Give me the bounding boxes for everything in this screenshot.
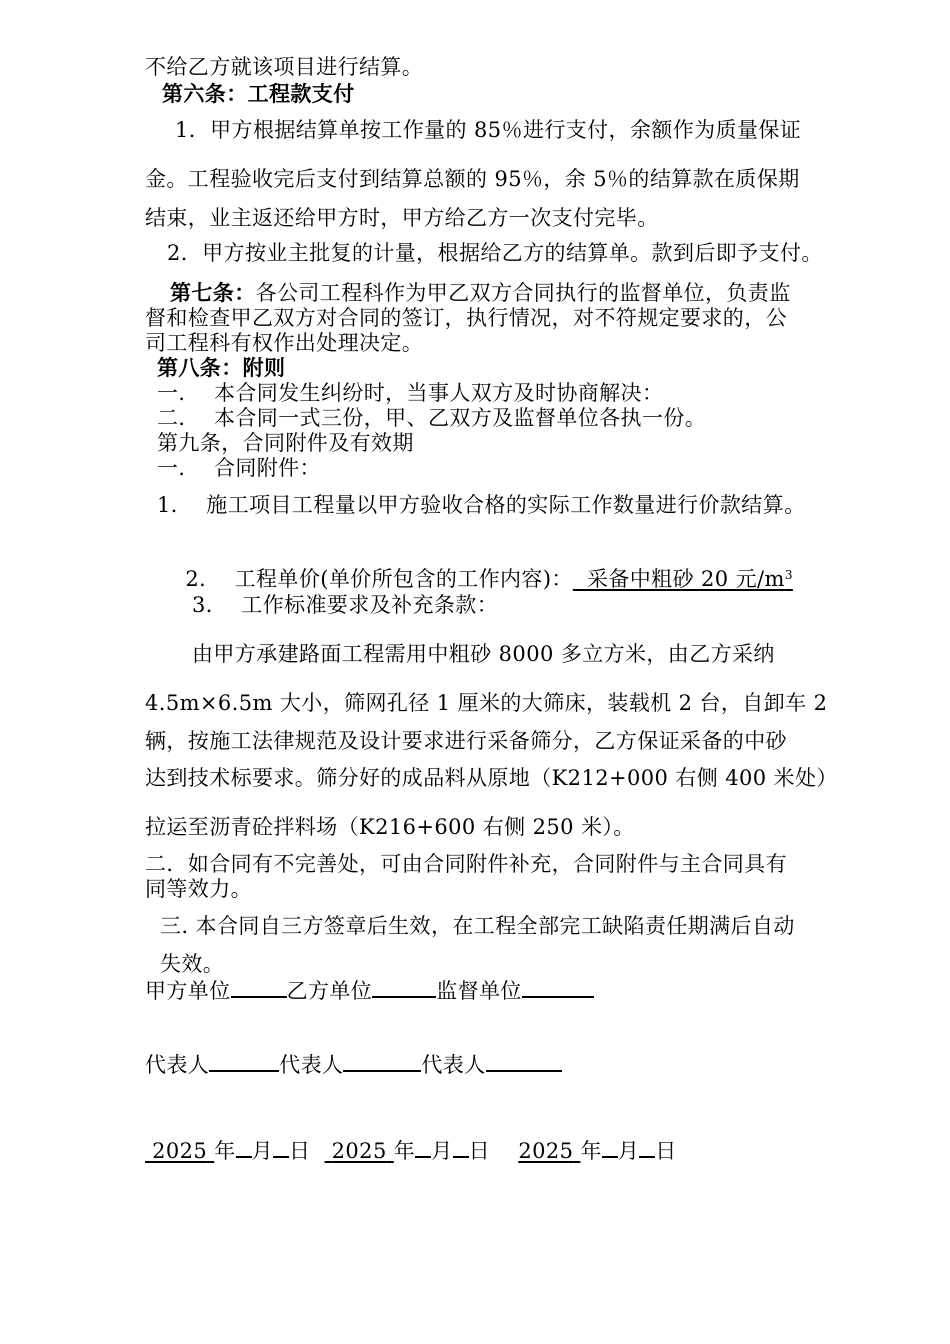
rep-label: 代表人 <box>145 1053 210 1077</box>
section-heading: 第六条：工程款支付 <box>162 81 355 106</box>
text-line: 辆，按施工法律规范及设计要求进行采备筛分，乙方保证采备的中砂 <box>145 729 787 753</box>
text-line: 2．甲方按业主批复的计量，根据给乙方的结算单。款到后即予支付。 <box>167 241 823 265</box>
text-line: 1．甲方根据结算单按工作量的 85％进行支付，余额作为质量保证 <box>175 118 802 142</box>
text-line: 拉运至沥青砼拌料场（K216+600 右侧 250 米）。 <box>145 815 635 839</box>
text-line: 一． 本合同发生纠纷时，当事人双方及时协商解决： <box>157 381 664 405</box>
signature-rep-row <box>145 1052 562 1077</box>
year-suffix: 年 <box>393 1139 416 1163</box>
month-suffix: 月 <box>617 1139 640 1163</box>
supervisor-blank <box>522 978 594 998</box>
text-span: 2． 工程单价(单价所包含的工作内容)： <box>185 567 573 591</box>
signature-units-row <box>145 978 594 1003</box>
text-line: 4.5m×6.5m 大小，筛网孔径 1 厘米的大筛床，装载机 2 台，自卸车 2 <box>145 691 828 715</box>
party-a-label: 甲方单位 <box>145 979 231 1003</box>
text-line: 二．如合同有不完善处，可由合同附件补充，合同附件与主合同具有 <box>145 852 787 876</box>
text-line <box>170 281 791 305</box>
text-line: 由甲方承建路面工程需用中粗砂 8000 多立方米，由乙方采纳 <box>192 642 775 666</box>
date-year <box>325 1139 394 1163</box>
text-line: 二． 本合同一式三份，甲、乙双方及监督单位各执一份。 <box>157 406 707 430</box>
party-a-blank <box>231 978 287 998</box>
supervisor-label: 监督单位 <box>436 979 522 1003</box>
unit-price-value <box>573 567 793 591</box>
month-suffix: 月 <box>431 1139 453 1163</box>
year-suffix: 年 <box>214 1139 236 1163</box>
section-heading: 第七条： <box>170 280 256 305</box>
text-line: 三. 本合同自三方签章后生效，在工程全部完工缺陷责任期满后自动 <box>160 914 795 938</box>
text-line: 第九条，合同附件及有效期 <box>157 431 414 455</box>
day-blank <box>273 1138 289 1158</box>
text-line: 督和检查甲乙双方对合同的签订，执行情况，对不符规定要求的，公 <box>145 306 787 330</box>
month-blank <box>236 1138 252 1158</box>
superscript: 3 <box>784 568 793 582</box>
year-suffix: 年 <box>580 1139 602 1163</box>
year-value: 2025 <box>518 1139 574 1163</box>
text-line: 失效。 <box>160 952 225 976</box>
day-suffix: 日 <box>655 1139 677 1163</box>
rep-label: 代表人 <box>421 1053 486 1077</box>
party-b-blank <box>372 978 436 998</box>
text-line: 结束，业主返还给甲方时，甲方给乙方一次支付完毕。 <box>145 206 659 230</box>
day-blank <box>453 1138 469 1158</box>
section-heading: 第八条：附则 <box>157 355 286 380</box>
text-span: 各公司工程科作为甲乙双方合同执行的监督单位，负责监 <box>255 281 791 305</box>
text-span: 采备中粗砂 20 元/m <box>572 567 785 591</box>
rep-blank <box>209 1052 279 1072</box>
month-blank <box>415 1138 431 1158</box>
text-line: 不给乙方就该项目进行结算。 <box>145 55 424 79</box>
signature-date-row <box>145 1138 677 1163</box>
text-line: 司工程科有权作出处理决定。 <box>145 331 424 355</box>
date-year <box>145 1139 214 1163</box>
text-line: 1． 施工项目工程量以甲方验收合格的实际工作数量进行价款结算。 <box>157 493 806 517</box>
day-blank <box>639 1138 655 1158</box>
date-year <box>518 1139 580 1163</box>
month-blank <box>602 1138 618 1158</box>
text-line: 3． 工作标准要求及补充条款： <box>192 593 499 617</box>
year-value: 2025 <box>331 1139 387 1163</box>
party-b-label: 乙方单位 <box>286 979 373 1003</box>
text-line: 一． 合同附件： <box>157 456 321 480</box>
rep-blank <box>343 1052 421 1072</box>
text-line: 同等效力。 <box>145 877 252 901</box>
rep-blank <box>486 1052 562 1072</box>
year-value: 2025 <box>152 1139 208 1163</box>
rep-label: 代表人 <box>279 1053 344 1077</box>
text-line: 达到技术标要求。筛分好的成品料从原地（K212+000 右侧 400 米处） <box>145 766 838 790</box>
day-suffix: 日 <box>289 1139 311 1163</box>
month-suffix: 月 <box>251 1139 274 1163</box>
day-suffix: 日 <box>468 1139 490 1163</box>
text-line: 金。工程验收完后支付到结算总额的 95％，余 5％的结算款在质保期 <box>145 167 800 191</box>
